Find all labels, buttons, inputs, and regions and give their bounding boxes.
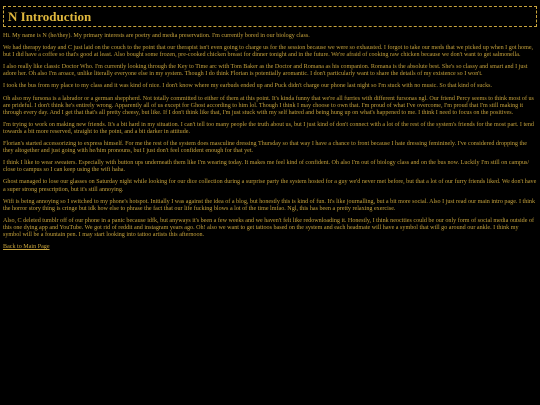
paragraph-florian: Florian's started accessorizing to express himself. For me the rest of the system does masculine dressing Thursday so that way I have a chance to front because I hate dressing femininely. I've considered dropping the they altogether and just going with he/him pronouns, but I just don't feel confident enough for that yet. [3,141,527,155]
paragraph-friends: I'm trying to work on making new friends. It's a bit hard in my situation. I can't tell too many people the truth about us, but I just kind of don't connect with a lot of the rest of the system's friends for the most part. I tend towards a bit more reserved, straight to the point, and a bit darker in attitude. [3,121,534,135]
title-box [3,6,537,27]
back-link-row [3,244,537,251]
paragraph-doctor-who: I also really like classic Doctor Who. I'm currently looking through the Key to Time arc with Tom Baker as the Doctor and Romana as his companion. Romana is the absolute best. She's so classy and smart and I just adore her. Oh also I'm aroace, unlike literally everyone else in my system. Though I do think Florian is potentially aromantic. I don't particularly want to share the details of my existence so I won't. [3,64,528,78]
paragraph-fursona: Oh also my fursona is a labrador or a german sheppherd. Not totally committed to either of them at this point. It's kinda funny that we're all furries with different fursonas ngl. Our friend Percy seems to think most of us are prideful. I don't think he's entirely wrong. Apparently all of us except for Ghost according to him lol. Though I think I may choose to own that. I'm proud of what I've overcome, I'm proud that I'm still making it through every day. And I get that that's all pretty cheesy, but like. If I don't think like that, I'm just stuck with my self hatred and being hung up on what's happened to me. I think I need to focus on the positives. [3,95,534,116]
paragraph-sweaters: I think I like to wear sweaters. Especially with button ups underneath them like I'm wearing today. It makes me feel kind of confident. Oh also I'm out of biology class and on the bus now. Luckily I'm still on campus/ close to campus so I can keep using the wifi haha. [3,160,530,174]
page-title: N Introduction [8,9,92,24]
paragraph-glasses: Ghost managed to lose our glasses on Saturday night while looking for our dice collection during a surprise party the system hosted for a guy we'd never met before, but that a lot of our furry friends liked. We don't have a super strong prescription, but it's still annoying. [3,179,537,193]
paragraph-tumblr: Also, C deleted tumblr off of our phone in a panic because idfk, but anyways it's been a few weeks and we haven't felt like redownloading it. Honestly, I think neocities could be our only form of social media outside of this one dying app and YouTube. We got rid of reddit and instagram years ago. Oh! also we want to get tattoos based on the system and each headmate will have a symbol that will go around our ankle. I think my symbol will be a fountain pen. I may start looking into tattoo artists this afternoon. [3,217,535,238]
paragraph-wifi: Wifi is being annoying so I switched to my phone's hotspot. Initially I was against the idea of a blog, but honestly this is kind of fun. It's like journalling, but a bit more social. Also I just read our main intro page. I think the horror story thing is cringe but idk how else to phrase the fact that our life fucking blows a lot of the time lmfao. Ngl, this has been a pretty relaxing exercise. [3,198,536,212]
paragraph-therapy: We had therapy today and C just laid on the couch to the point that our therapist isn't even going to charge us for the session because we were so exhausted. I forgot to take our meds that we picked up when I got home, but I did have a coffee so that's good at least. Also bought some frozen, pre-cooked chicken breast for dinner tonight and in the future. We're afraid of cooking raw chicken because we don't want to get salmonella. [3,45,534,59]
paragraph-intro: Hi. My name is N (he/they). My primary interests are poetry and media preservation. I'm currently bored in our biology class. [3,33,310,39]
paragraph-bus: I took the bus from my place to my class and it was kind of nice. I don't know where my earbuds ended up and Puck didn't charge our phone last night so I'm stuck with no music. So that kind of sucks. [3,83,493,90]
back-to-main-link[interactable]: Back to Main Page [3,244,50,251]
